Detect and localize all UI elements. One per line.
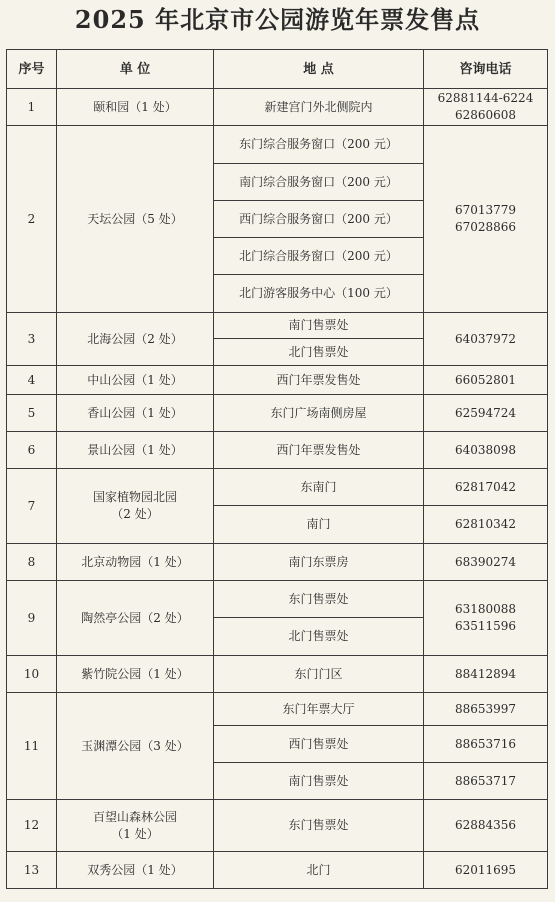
- cell-phone: 68390274: [424, 544, 548, 581]
- cell-unit: 景山公园（1 处）: [57, 432, 214, 469]
- cell-phone: 67013779 67028866: [424, 126, 548, 313]
- cell-phone: 63180088 63511596: [424, 581, 548, 656]
- cell-place: 东门年票大厅: [214, 693, 424, 726]
- cell-no: 4: [7, 366, 57, 395]
- cell-place: 北门: [214, 852, 424, 889]
- cell-no: 2: [7, 126, 57, 313]
- cell-phone: 64038098: [424, 432, 548, 469]
- cell-unit: 百望山森林公园 （1 处）: [57, 800, 214, 852]
- table-row: [7, 656, 548, 693]
- header-unit: 单 位: [57, 50, 214, 89]
- cell-unit: 北海公园（2 处）: [57, 313, 214, 366]
- cell-phone: 88653716: [424, 726, 548, 763]
- table-row: [7, 693, 548, 726]
- cell-place: 西门售票处: [214, 726, 424, 763]
- cell-phone: 66052801: [424, 366, 548, 395]
- cell-unit: 陶然亭公园（2 处）: [57, 581, 214, 656]
- cell-unit: 香山公园（1 处）: [57, 395, 214, 432]
- cell-phone: 62810342: [424, 506, 548, 544]
- cell-unit: 颐和园（1 处）: [57, 89, 214, 126]
- cell-place: 北门售票处: [214, 339, 424, 366]
- cell-unit: 北京动物园（1 处）: [57, 544, 214, 581]
- table-row: [7, 544, 548, 581]
- header-phone: 咨询电话: [424, 50, 548, 89]
- cell-no: 11: [7, 693, 57, 800]
- cell-place: 东门广场南侧房屋: [214, 395, 424, 432]
- table-row: [7, 313, 548, 339]
- table-row: [7, 469, 548, 506]
- header-no: 序号: [7, 50, 57, 89]
- cell-place: 北门综合服务窗口（200 元）: [214, 238, 424, 275]
- table-body: [7, 89, 548, 889]
- cell-unit: 玉渊潭公园（3 处）: [57, 693, 214, 800]
- cell-phone: 88412894: [424, 656, 548, 693]
- cell-place: 东门门区: [214, 656, 424, 693]
- cell-no: 3: [7, 313, 57, 366]
- cell-place: 南门综合服务窗口（200 元）: [214, 164, 424, 201]
- table-row: [7, 366, 548, 395]
- cell-place: 东门售票处: [214, 800, 424, 852]
- cell-phone: 62011695: [424, 852, 548, 889]
- header-row: [7, 50, 548, 89]
- cell-no: 7: [7, 469, 57, 544]
- table-row: [7, 432, 548, 469]
- cell-no: 6: [7, 432, 57, 469]
- cell-no: 9: [7, 581, 57, 656]
- table-row: [7, 395, 548, 432]
- cell-place: 东南门: [214, 469, 424, 506]
- cell-place: 西门年票发售处: [214, 366, 424, 395]
- table-row: [7, 800, 548, 852]
- cell-place: 北门游客服务中心（100 元）: [214, 275, 424, 313]
- cell-phone: 62884356: [424, 800, 548, 852]
- cell-phone: 88653717: [424, 763, 548, 800]
- page-title: 2025 年北京市公园游览年票发售点: [74, 5, 481, 34]
- cell-place: 南门售票处: [214, 313, 424, 339]
- table-row: [7, 89, 548, 126]
- cell-unit: 国家植物园北园 （2 处）: [57, 469, 214, 544]
- cell-no: 8: [7, 544, 57, 581]
- cell-place: 南门售票处: [214, 763, 424, 800]
- cell-no: 1: [7, 89, 57, 126]
- cell-place: 东门售票处: [214, 581, 424, 618]
- sales-points-table: [6, 49, 548, 889]
- cell-phone: 62881144-6224 62860608: [424, 89, 548, 126]
- cell-phone: 88653997: [424, 693, 548, 726]
- cell-place: 北门售票处: [214, 618, 424, 656]
- cell-phone: 64037972: [424, 313, 548, 366]
- cell-phone: 62817042: [424, 469, 548, 506]
- cell-place: 南门: [214, 506, 424, 544]
- table-row: [7, 581, 548, 618]
- cell-unit: 天坛公园（5 处）: [57, 126, 214, 313]
- cell-unit: 紫竹院公园（1 处）: [57, 656, 214, 693]
- table-row: [7, 852, 548, 889]
- cell-place: 南门东票房: [214, 544, 424, 581]
- cell-place: 东门综合服务窗口（200 元）: [214, 126, 424, 164]
- cell-place: 新建宫门外北侧院内: [214, 89, 424, 126]
- cell-no: 12: [7, 800, 57, 852]
- header-place: 地 点: [214, 50, 424, 89]
- cell-no: 13: [7, 852, 57, 889]
- cell-unit: 双秀公园（1 处）: [57, 852, 214, 889]
- cell-phone: 62594724: [424, 395, 548, 432]
- cell-unit: 中山公园（1 处）: [57, 366, 214, 395]
- cell-place: 西门年票发售处: [214, 432, 424, 469]
- cell-no: 10: [7, 656, 57, 693]
- cell-no: 5: [7, 395, 57, 432]
- table-row: [7, 126, 548, 164]
- cell-place: 西门综合服务窗口（200 元）: [214, 201, 424, 238]
